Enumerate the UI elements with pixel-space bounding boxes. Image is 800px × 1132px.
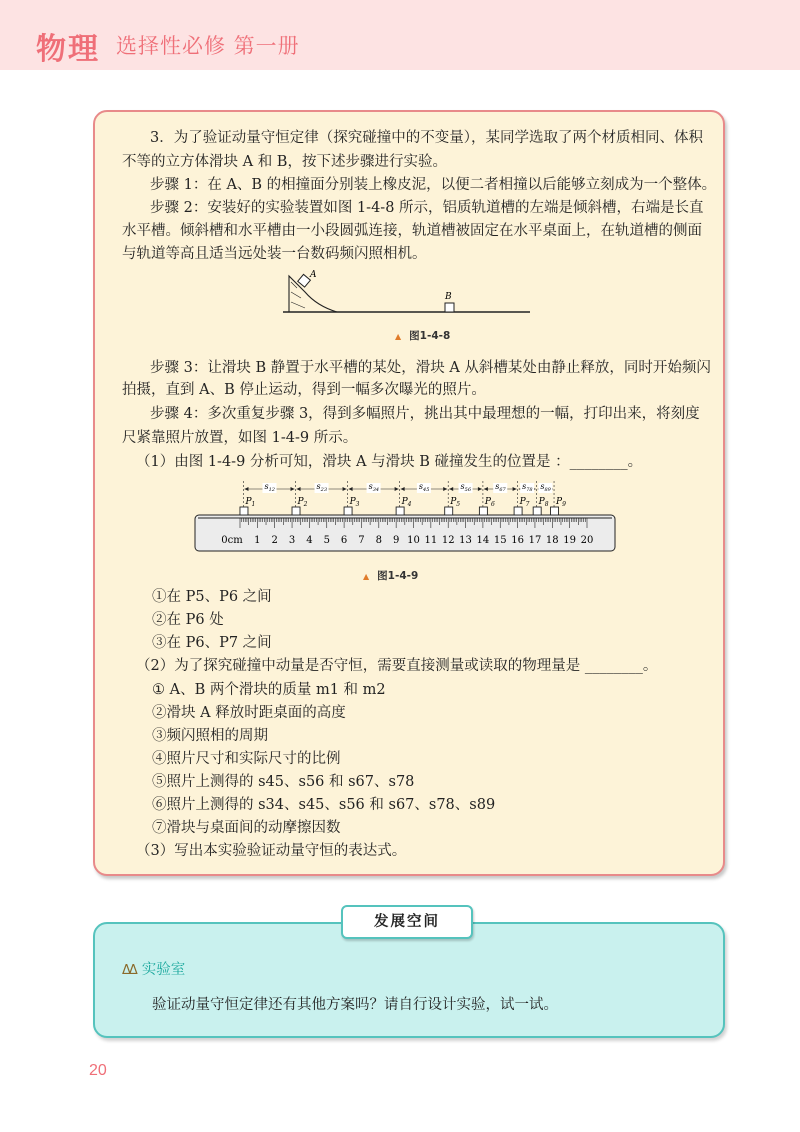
ruler-label: 0cm <box>221 535 243 546</box>
figure-caption-148: ▲ 图1-4-8 <box>395 330 451 342</box>
label-b: B <box>445 292 452 302</box>
ruler-label: 2 <box>271 535 278 546</box>
slider-block <box>533 507 541 515</box>
problem-line: 步骤 4：多次重复步骤 3，得到多幅照片，挑出其中最理想的一幅，打印出来，将刻度 <box>150 406 700 422</box>
question-3: （3）写出本实验验证动量守恒的表达式。 <box>136 843 407 859</box>
ruler-label: 20 <box>580 535 594 546</box>
ruler-label: 5 <box>323 535 330 546</box>
ruler-label: 14 <box>476 535 490 546</box>
slider-a <box>298 274 311 287</box>
point-label: $P_9$ <box>556 497 566 508</box>
question-2: （2）为了探究碰撞中动量是否守恒，需要直接测量或读取的物理量是 ________。 <box>136 658 658 674</box>
answer-option: ②滑块 A 释放时距桌面的高度 <box>152 705 346 721</box>
problem-line: 拍摄，直到 A、B 停止运动，得到一幅多次曝光的照片。 <box>122 382 486 398</box>
triangle-icon: ▲ <box>395 332 402 341</box>
ruler-label: 1 <box>254 535 261 546</box>
lab-heading: ΔΔ 实验室 <box>122 962 186 978</box>
segment-label: $s_{23}$ <box>316 482 328 493</box>
answer-option: ②在 P6 处 <box>152 612 224 628</box>
slider-block <box>445 507 453 515</box>
arrow-right <box>291 487 295 491</box>
slider-block <box>514 507 522 515</box>
slider-b <box>445 303 454 312</box>
ruler-label: 18 <box>545 535 559 546</box>
problem-line: 步骤 1：在 A、B 的相撞面分别装上橡皮泥，以便二者相撞以后能够立刻成为一个整体。 <box>150 177 717 193</box>
problem-line: 水平槽。倾斜槽和水平槽由一小段圆弧连接，轨道槽被固定在水平桌面上，在轨道槽的侧面 <box>122 223 702 239</box>
slider-block <box>551 507 559 515</box>
point-label: $P_1$ <box>245 497 256 508</box>
slope-track <box>289 276 337 312</box>
slider-block <box>396 507 404 515</box>
problem-line: 步骤 2：安装好的实验装置如图 1-4-8 所示，铝质轨道槽的左端是倾斜槽，右端是长直 <box>150 200 704 216</box>
answer-option: ⑤照片上测得的 s45、s56 和 s67、s78 <box>152 774 415 790</box>
arrow-left <box>297 487 301 491</box>
ruler-label: 10 <box>407 535 420 546</box>
segment-label: $s_{56}$ <box>460 482 472 493</box>
ruler-label: 13 <box>459 535 472 546</box>
arrow-right <box>395 487 399 491</box>
ruler-label: 19 <box>563 535 577 546</box>
slider-block <box>240 507 248 515</box>
ruler-label: 9 <box>392 535 400 546</box>
figure-1-4-8 <box>275 268 535 318</box>
ruler-label: 4 <box>306 535 313 546</box>
ruler-label: 12 <box>441 535 455 546</box>
problem-line: 3．为了验证动量守恒定律（探究碰撞中的不变量），某同学选取了两个材质相同、体积 <box>150 130 703 146</box>
arrow-left <box>484 487 488 491</box>
figure-1-4-9 <box>190 474 620 556</box>
point-label: $P_7$ <box>519 497 530 508</box>
arrow-right <box>443 487 447 491</box>
problem-line: 尺紧靠照片放置，如图 1-4-9 所示。 <box>122 430 358 446</box>
segment-label: $s_{78}$ <box>522 482 533 493</box>
problem-line: 与轨道等高且适当远处装一台数码频闪照相机。 <box>122 246 427 262</box>
ruler-label: 16 <box>511 535 524 546</box>
arrow-left <box>449 487 453 491</box>
point-label: $P_6$ <box>484 497 495 508</box>
page-number: 20 <box>89 1062 107 1079</box>
slider-block <box>479 507 487 515</box>
problem-line: 步骤 3：让滑块 B 静置于水平槽的某处，滑块 A 从斜槽某处由静止释放，同时开始频闪 <box>150 360 711 376</box>
ruler-label: 3 <box>288 535 296 546</box>
extension-box <box>93 922 725 1038</box>
point-label: $P_8$ <box>538 497 549 508</box>
answer-option: ④照片尺寸和实际尺寸的比例 <box>152 751 341 767</box>
arrow-left <box>244 487 248 491</box>
answer-option: ⑦滑块与桌面间的动摩擦因数 <box>152 820 341 836</box>
ruler-label: 6 <box>340 535 348 546</box>
point-label: $P_3$ <box>349 497 360 508</box>
point-label: $P_4$ <box>401 497 412 508</box>
ruler-label: 15 <box>493 535 507 546</box>
figure-caption-149: ▲ 图1-4-9 <box>363 570 419 582</box>
arrow-right <box>343 487 347 491</box>
subject-title: 物理 <box>36 32 100 67</box>
point-label: $P_2$ <box>297 497 308 508</box>
answer-option: ③在 P6、P7 之间 <box>152 635 272 651</box>
flask-icon: ΔΔ <box>122 963 136 978</box>
problem-line: 不等的立方体滑块 A 和 B，按下述步骤进行实验。 <box>122 154 447 170</box>
slider-block <box>292 507 300 515</box>
page-header <box>0 0 800 70</box>
answer-option: ① A、B 两个滑块的质量 m1 和 m2 <box>152 682 386 698</box>
triangle-icon: ▲ <box>363 572 370 581</box>
segment-label: $s_{12}$ <box>264 482 275 493</box>
ruler-label: 11 <box>424 535 438 546</box>
book-title: 选择性必修 第一册 <box>116 34 300 58</box>
ruler-label: 7 <box>358 535 365 546</box>
segment-label: $s_{89}$ <box>540 482 551 493</box>
answer-option: ③频闪照相的周期 <box>152 728 268 744</box>
segment-label: $s_{34}$ <box>368 482 380 493</box>
point-label: $P_5$ <box>450 497 461 508</box>
answer-option: ⑥照片上测得的 s34、s45、s56 和 s67、s78、s89 <box>152 797 496 813</box>
problem-line: （1）由图 1-4-9 分析可知，滑块 A 与滑块 B 碰撞发生的位置是 ：________。 <box>136 454 643 470</box>
arrow-right <box>513 487 517 491</box>
ruler-label: 17 <box>528 535 542 546</box>
arrow-left <box>401 487 405 491</box>
arrow-right <box>478 487 482 491</box>
extension-tab: 发展空间 <box>341 905 473 939</box>
slider-block <box>344 507 352 515</box>
ruler-label: 8 <box>375 535 382 546</box>
lab-text: 验证动量守恒定律还有其他方案吗？请自行设计实验，试一试。 <box>152 997 558 1013</box>
segment-label: $s_{67}$ <box>495 482 506 493</box>
arrow-left <box>349 487 353 491</box>
segment-label: $s_{45}$ <box>418 482 430 493</box>
label-a: A <box>310 270 317 280</box>
answer-option: ①在 P5、P6 之间 <box>152 589 272 605</box>
